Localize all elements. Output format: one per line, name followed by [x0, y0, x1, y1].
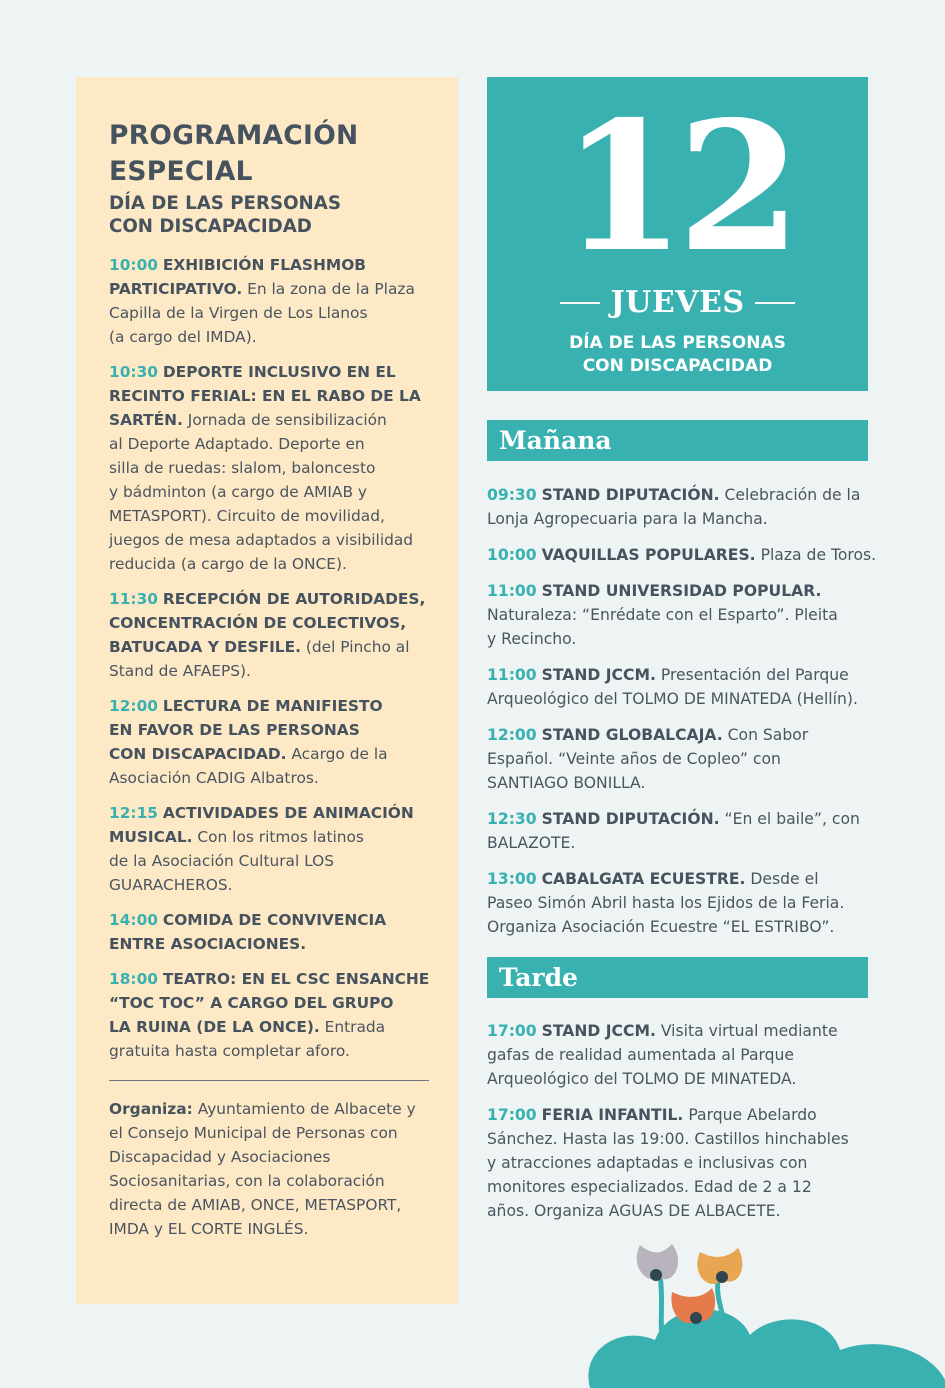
section-heading-manana: Mañana [487, 420, 868, 461]
entry-text: Stand de AFAEPS). [109, 662, 251, 680]
entry-text: METASPORT). Circuito de movilidad, [109, 507, 385, 525]
tarde-list [487, 1019, 887, 1235]
entry-line [487, 507, 887, 531]
entry-heading: CABALGATA ECUESTRE. [541, 870, 746, 888]
entry-line [487, 579, 887, 603]
entry-text: Español. “Veinte años de Copleo” con [487, 750, 781, 768]
entry-line [109, 1039, 432, 1063]
entry-text: Plaza de Toros. [755, 546, 877, 564]
entry-line [487, 723, 887, 747]
organiza-text: directa de AMIAB, ONCE, METASPORT, [109, 1196, 402, 1214]
entry-time: 18:00 [109, 970, 158, 988]
program-panel [76, 77, 458, 1304]
entry-text: Naturaleza: “Enrédate con el Esparto”. Pleita [487, 606, 838, 624]
entry-line [109, 611, 432, 635]
entry-heading: LA RUINA (DE LA ONCE). [109, 1018, 320, 1036]
entry-text: (del Pincho al [300, 638, 410, 656]
date-header [487, 77, 868, 391]
entry-line [487, 891, 887, 915]
program-list [109, 253, 432, 1063]
entry-text: reducida (a cargo de la ONCE). [109, 555, 347, 573]
schedule-entry [487, 1019, 887, 1091]
entry-time: 09:30 [487, 486, 537, 504]
entry-line [109, 659, 432, 683]
entry-text: años. Organiza AGUAS DE ALBACETE. [487, 1202, 781, 1220]
entry-line [109, 908, 432, 932]
entry-line [487, 687, 887, 711]
entry-heading: BATUCADA Y DESFILE. [109, 638, 301, 656]
entry-text: monitores especializados. Edad de 2 a 12 [487, 1178, 812, 1196]
entry-line [487, 1067, 887, 1091]
day-number: 12 [561, 82, 794, 291]
entry-text: y atracciones adaptadas e inclusivas con [487, 1154, 808, 1172]
entry-line [487, 483, 887, 507]
entry-line [487, 1043, 887, 1067]
entry-heading: PARTICIPATIVO. [109, 280, 243, 298]
entry-line [487, 915, 887, 939]
organiza-text: el Consejo Municipal de Personas con [109, 1124, 398, 1142]
entry-line [109, 325, 432, 349]
entry-heading: STAND JCCM. [541, 666, 656, 684]
entry-heading: EXHIBICIÓN FLASHMOB [162, 256, 367, 274]
schedule-entry [487, 1103, 887, 1223]
entry-line [109, 742, 432, 766]
entry-text: Asociación CADIG Albatros. [109, 769, 319, 787]
entry-line [109, 301, 432, 325]
entry-line [487, 867, 887, 891]
entry-line [109, 384, 432, 408]
entry-line [109, 991, 432, 1015]
schedule-entry [487, 543, 887, 567]
entry-line [109, 504, 432, 528]
organiza-label: Organiza: [109, 1100, 193, 1118]
entry-heading: SARTÉN. [109, 411, 183, 429]
entry-time: 11:00 [487, 666, 537, 684]
cloud-flowers-decoration [560, 1230, 945, 1388]
entry-text: juegos de mesa adaptados a visibilidad [109, 531, 414, 549]
entry-heading: DEPORTE INCLUSIVO EN EL [162, 363, 396, 381]
entry-heading: FERIA INFANTIL. [541, 1106, 684, 1124]
schedule-entry [109, 587, 432, 683]
entry-time: 14:00 [109, 911, 158, 929]
entry-heading: STAND JCCM. [541, 1022, 656, 1040]
entry-line [109, 766, 432, 790]
entry-line [109, 408, 432, 432]
schedule-entry [487, 807, 887, 855]
entry-time: 17:00 [487, 1022, 537, 1040]
entry-heading: STAND DIPUTACIÓN. [541, 810, 720, 828]
entry-line [109, 456, 432, 480]
schedule-entry [487, 579, 887, 651]
entry-line [487, 1103, 887, 1127]
entry-line [109, 277, 432, 301]
entry-line [487, 747, 887, 771]
entry-time: 13:00 [487, 870, 537, 888]
weekday-row [487, 285, 868, 320]
entry-line [487, 771, 887, 795]
entry-line [109, 694, 432, 718]
schedule-entry [487, 723, 887, 795]
schedule-entry [109, 908, 432, 956]
entry-line [487, 663, 887, 687]
entry-heading: VAQUILLAS POPULARES. [541, 546, 756, 564]
entry-line [487, 1151, 887, 1175]
entry-heading: TEATRO: EN EL CSC ENSANCHE [162, 970, 430, 988]
entry-line [109, 1015, 432, 1039]
weekday: JUEVES [610, 285, 745, 320]
entry-time: 10:00 [487, 546, 537, 564]
entry-time: 11:00 [487, 582, 537, 600]
entry-text: Desde el [745, 870, 819, 888]
schedule-entry [109, 694, 432, 790]
entry-line [109, 873, 432, 897]
entry-text: En la zona de la Plaza [242, 280, 415, 298]
entry-text: Sánchez. Hasta las 19:00. Castillos hinchables [487, 1130, 849, 1148]
schedule-entry [487, 483, 887, 531]
entry-text: Jornada de sensibilización [182, 411, 387, 429]
weekday-rule-right [755, 302, 795, 304]
section-heading-tarde: Tarde [487, 957, 868, 998]
schedule-entry [487, 663, 887, 711]
entry-text: Con los ritmos latinos [192, 828, 364, 846]
entry-heading: CONCENTRACIÓN DE COLECTIVOS, [109, 614, 407, 632]
entry-heading: LECTURA DE MANIFIESTO [162, 697, 383, 715]
entry-text: Capilla de la Virgen de Los Llanos [109, 304, 368, 322]
entry-line [109, 528, 432, 552]
entry-heading: STAND UNIVERSIDAD POPULAR. [541, 582, 822, 600]
entry-heading: MUSICAL. [109, 828, 193, 846]
organiza-line [109, 1217, 432, 1241]
entry-text: y bádminton (a cargo de AMIAB y [109, 483, 368, 501]
entry-line [487, 627, 887, 651]
entry-text: SANTIAGO BONILLA. [487, 774, 646, 792]
organiza-text: IMDA y EL CORTE INGLÉS. [109, 1220, 309, 1238]
entry-text: (a cargo del IMDA). [109, 328, 257, 346]
organiza-text: Ayuntamiento de Albacete y [192, 1100, 416, 1118]
entry-line [109, 801, 432, 825]
entry-line [109, 587, 432, 611]
entry-line [109, 360, 432, 384]
entry-text: Organiza Asociación Ecuestre “EL ESTRIBO”. [487, 918, 835, 936]
entry-text: GUARACHEROS. [109, 876, 233, 894]
entry-time: 12:00 [109, 697, 158, 715]
entry-text: Celebración de la [719, 486, 861, 504]
entry-line [109, 552, 432, 576]
entry-text: BALAZOTE. [487, 834, 576, 852]
organiza-text: Sociosanitarias, con la colaboración [109, 1172, 385, 1190]
entry-time: 12:30 [487, 810, 537, 828]
entry-text: Visita virtual mediante [655, 1022, 838, 1040]
entry-time: 10:30 [109, 363, 158, 381]
schedule-entry [109, 801, 432, 897]
entry-heading: CON DISCAPACIDAD. [109, 745, 287, 763]
entry-heading: COMIDA DE CONVIVENCIA [162, 911, 387, 929]
entry-line [487, 543, 887, 567]
entry-text: de la Asociación Cultural LOS [109, 852, 335, 870]
organiza-text: Discapacidad y Asociaciones [109, 1148, 331, 1166]
entry-text: Presentación del Parque [655, 666, 849, 684]
entry-text: gratuita hasta completar aforo. [109, 1042, 350, 1060]
entry-text: silla de ruedas: slalom, baloncesto [109, 459, 376, 477]
entry-line [487, 1199, 887, 1223]
entry-heading: EN FAVOR DE LAS PERSONAS [109, 721, 360, 739]
schedule-entry [109, 967, 432, 1063]
entry-text: gafas de realidad aumentada al Parque [487, 1046, 795, 1064]
entry-text: Lonja Agropecuaria para la Mancha. [487, 510, 768, 528]
schedule-entry [487, 867, 887, 939]
manana-list [487, 483, 887, 951]
organiza-note [109, 1097, 432, 1241]
entry-text: “En el baile”, con [719, 810, 860, 828]
cloud-icon [588, 1309, 945, 1388]
organiza-line [109, 1169, 432, 1193]
entry-time: 17:00 [487, 1106, 537, 1124]
entry-line [487, 1175, 887, 1199]
entry-text: Entrada [319, 1018, 386, 1036]
entry-line [109, 849, 432, 873]
entry-heading: ENTRE ASOCIACIONES. [109, 935, 307, 953]
entry-time: 10:00 [109, 256, 158, 274]
organiza-line [109, 1097, 432, 1121]
entry-heading: ACTIVIDADES DE ANIMACIÓN [162, 804, 414, 822]
entry-line [109, 432, 432, 456]
program-title: PROGRAMACIÓN ESPECIAL [109, 120, 359, 187]
schedule-entry [109, 360, 432, 576]
entry-line [487, 807, 887, 831]
divider [109, 1080, 429, 1081]
entry-text: Con Sabor [722, 726, 809, 744]
entry-text: Acargo de la [286, 745, 388, 763]
entry-line [487, 1127, 887, 1151]
entry-text: Paseo Simón Abril hasta los Ejidos de la Feria. [487, 894, 845, 912]
entry-line [109, 932, 432, 956]
entry-heading: STAND GLOBALCAJA. [541, 726, 723, 744]
entry-line [109, 253, 432, 277]
program-subtitle: DÍA DE LAS PERSONAS CON DISCAPACIDAD [109, 193, 341, 237]
weekday-rule-left [560, 302, 600, 304]
entry-text: al Deporte Adaptado. Deporte en [109, 435, 365, 453]
entry-time: 11:30 [109, 590, 158, 608]
entry-time: 12:00 [487, 726, 537, 744]
entry-line [109, 718, 432, 742]
entry-heading: RECEPCIÓN DE AUTORIDADES, [162, 590, 426, 608]
date-subtitle: DÍA DE LAS PERSONAS CON DISCAPACIDAD [569, 333, 786, 376]
entry-line [109, 967, 432, 991]
entry-heading: RECINTO FERIAL: EN EL RABO DE LA [109, 387, 421, 405]
entry-line [109, 480, 432, 504]
entry-heading: “TOC TOC” A CARGO DEL GRUPO [109, 994, 394, 1012]
entry-text: Arqueológico del TOLMO DE MINATEDA. [487, 1070, 797, 1088]
organiza-line [109, 1145, 432, 1169]
entry-line [487, 1019, 887, 1043]
entry-text: Arqueológico del TOLMO DE MINATEDA (Hellín). [487, 690, 858, 708]
entry-text: y Recincho. [487, 630, 577, 648]
schedule-entry [109, 253, 432, 349]
entry-line [487, 603, 887, 627]
entry-line [487, 831, 887, 855]
organiza-line [109, 1121, 432, 1145]
entry-heading: STAND DIPUTACIÓN. [541, 486, 720, 504]
entry-line [109, 635, 432, 659]
entry-time: 12:15 [109, 804, 158, 822]
organiza-line [109, 1193, 432, 1217]
entry-text: Parque Abelardo [683, 1106, 817, 1124]
entry-line [109, 825, 432, 849]
